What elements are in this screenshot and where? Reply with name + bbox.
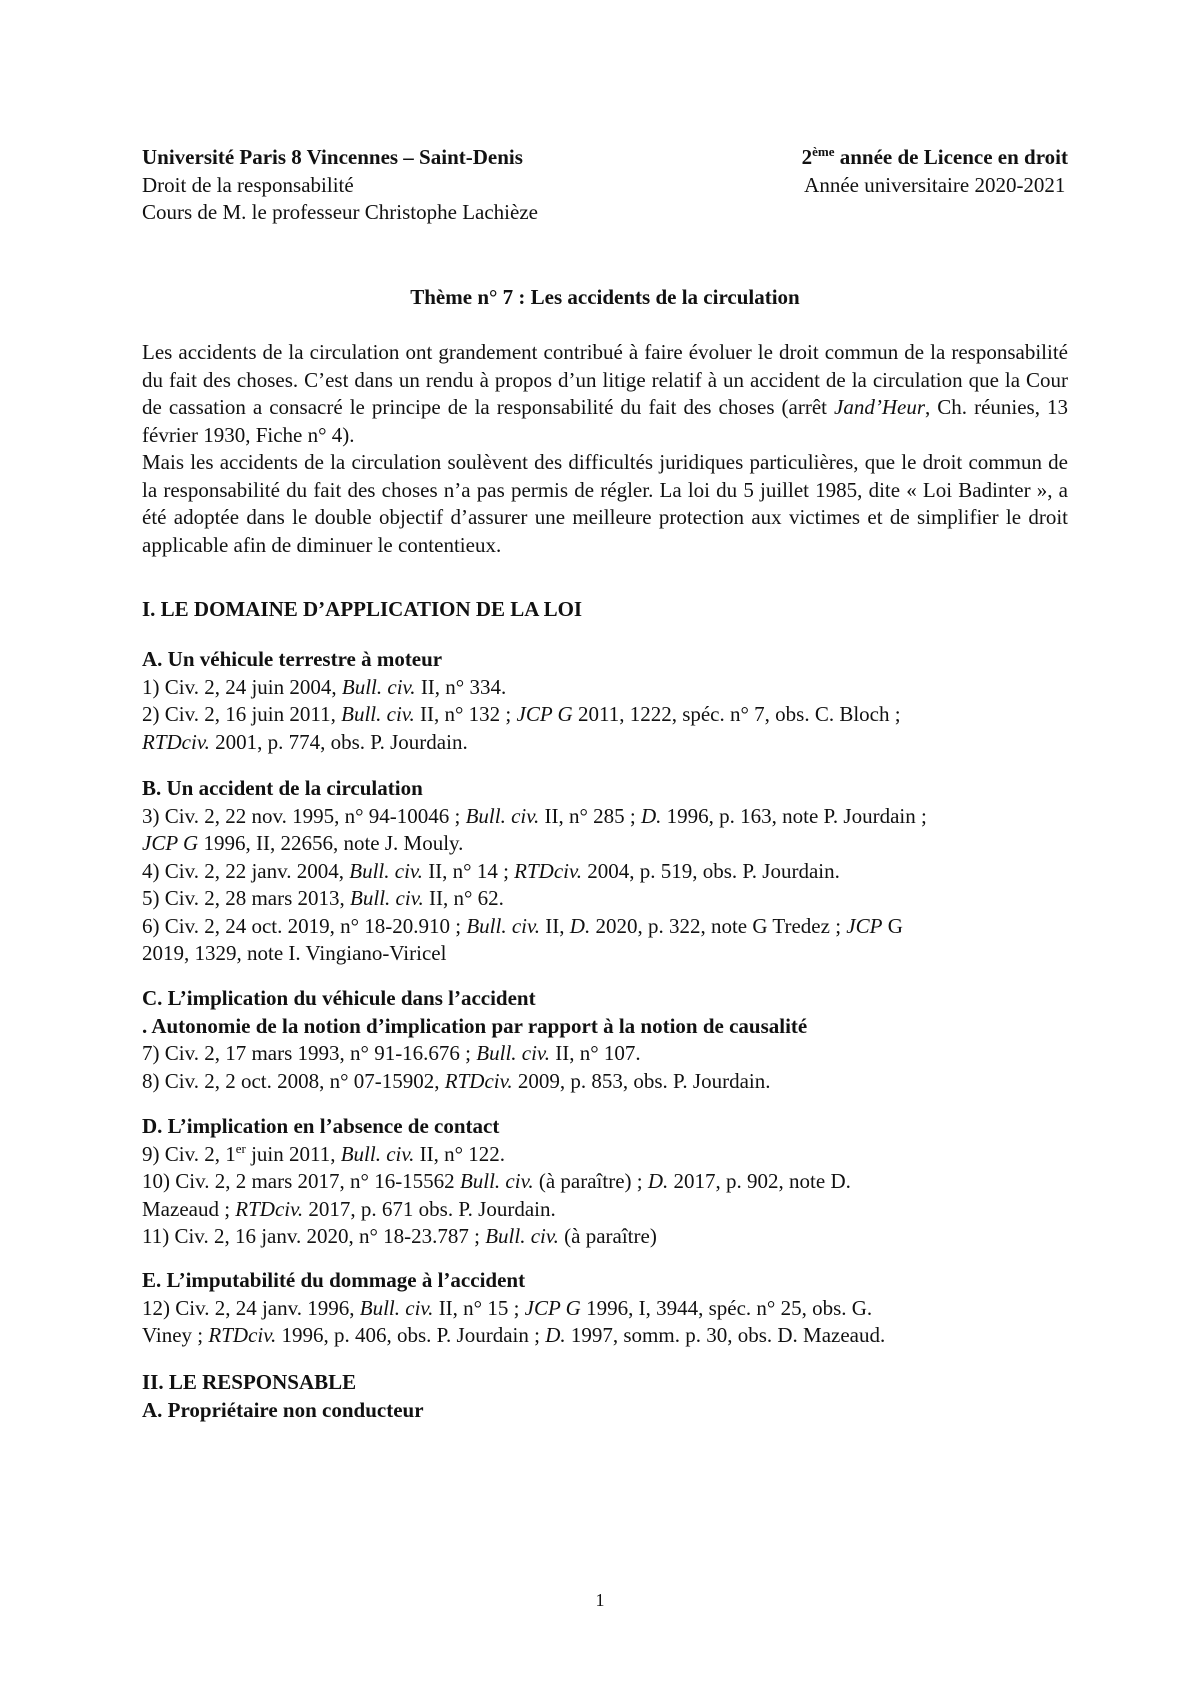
ref-text: (à paraître) ; bbox=[533, 1169, 648, 1193]
subsection-d bbox=[142, 1113, 1068, 1251]
header-right bbox=[802, 144, 1068, 199]
ref-text: (à paraître) bbox=[558, 1224, 657, 1248]
subsection-b bbox=[142, 775, 1068, 968]
ref-text: 4) Civ. 2, 22 janv. 2004, bbox=[142, 858, 350, 883]
subsection-heading: B. Un accident de la circulation bbox=[142, 776, 423, 800]
licence-year bbox=[802, 144, 1068, 172]
ref-italic: Bull. civ. bbox=[476, 1041, 550, 1065]
ref-text: II, n° 122. bbox=[414, 1141, 506, 1166]
ref-text: 10) Civ. 2, 2 mars 2017, n° 16-15562 bbox=[142, 1169, 460, 1193]
ref-text: G bbox=[882, 913, 903, 938]
year-sup: ème bbox=[812, 144, 835, 159]
ref-text: Viney ; bbox=[142, 1323, 209, 1347]
ref-italic: Bull. civ. bbox=[350, 886, 424, 910]
ref-text: II, n° 132 ; bbox=[414, 702, 517, 726]
ref-text: 1) Civ. 2, 24 juin 2004, bbox=[142, 674, 342, 699]
university-name: Université Paris 8 Vincennes – Saint-Denis bbox=[142, 145, 523, 169]
ref-text: 2004, p. 519, obs. P. Jourdain. bbox=[582, 858, 840, 883]
list-item bbox=[142, 701, 1068, 756]
ref-text: 7) Civ. 2, 17 mars 1993, n° 91-16.676 ; bbox=[142, 1041, 477, 1065]
section-heading: I. LE DOMAINE D’APPLICATION DE LA LOI bbox=[142, 597, 583, 621]
professor-name: Cours de M. le professeur Christophe Lachièze bbox=[142, 200, 538, 224]
list-item bbox=[142, 1223, 1068, 1251]
ref-text: 2017, p. 671 obs. P. Jourdain. bbox=[303, 1196, 556, 1221]
intro-text: Les accidents de la circulation ont grandement contribué à faire évoluer le droit commun de la responsabilité du fait des choses. C’est dans un rendu à propos d’un litige relatif à un accident de la circulation que la Cour de cassation a consacré le principe de la responsabilité du fait des choses (arrêt bbox=[142, 340, 1068, 419]
list-item bbox=[142, 1068, 1068, 1096]
ref-italic: RTDciv. bbox=[142, 729, 210, 754]
ref-italic: RTDciv. bbox=[235, 1196, 304, 1221]
ref-text: II, n° 285 ; bbox=[539, 803, 641, 828]
ref-italic: RTDciv. bbox=[208, 1323, 277, 1347]
part1-title bbox=[142, 596, 1068, 624]
ref-italic: D. bbox=[569, 913, 591, 938]
ref-text: 2001, p. 774, obs. P. Jourdain. bbox=[209, 729, 468, 754]
ref-text: 2009, p. 853, obs. P. Jourdain. bbox=[512, 1068, 771, 1093]
page-number: 1 bbox=[595, 1590, 605, 1610]
ref-sup: er bbox=[235, 1140, 246, 1156]
subsection-c bbox=[142, 985, 1068, 1095]
ref-italic: Bull. civ. bbox=[340, 1141, 415, 1166]
subsection-heading: C. L’implication du véhicule dans l’accident bbox=[142, 986, 536, 1010]
ref-italic: RTDciv. bbox=[514, 858, 582, 883]
year-suffix: année de Licence en droit bbox=[834, 145, 1068, 169]
ref-italic: D. bbox=[647, 1169, 669, 1193]
part2 bbox=[142, 1369, 1068, 1424]
ref-text: 9) Civ. 2, 1 bbox=[142, 1141, 236, 1166]
ref-text: II, n° 15 ; bbox=[433, 1295, 525, 1320]
list-item bbox=[142, 858, 1068, 886]
ref-italic: RTDciv. bbox=[444, 1068, 513, 1093]
ref-text: II, n° 107. bbox=[549, 1041, 641, 1065]
ref-italic: Bull. civ. bbox=[465, 803, 540, 828]
subsection-heading: A. Un véhicule terrestre à moteur bbox=[142, 647, 443, 671]
section-heading: II. LE RESPONSABLE bbox=[142, 1370, 357, 1394]
ref-italic: JCP G bbox=[142, 831, 199, 855]
list-item bbox=[142, 803, 1068, 858]
ref-text: 1997, somm. p. 30, obs. D. Mazeaud. bbox=[565, 1323, 886, 1347]
ref-italic: JCP G bbox=[516, 702, 573, 726]
subsection-heading: E. L’imputabilité du dommage à l’accident bbox=[142, 1268, 526, 1292]
ref-text: 1996, I, 3944, spéc. n° 25, obs. G. bbox=[580, 1295, 873, 1320]
list-item bbox=[142, 1295, 1068, 1350]
subsection-subheading: . Autonomie de la notion d’implication par rapport à la notion de causalité bbox=[142, 1013, 808, 1038]
case-name: Jand’Heur bbox=[834, 395, 925, 419]
ref-text: 2019, 1329, note I. Vingiano-Viricel bbox=[142, 941, 447, 965]
list-item bbox=[142, 913, 1068, 968]
list-item bbox=[142, 674, 1068, 702]
ref-text: II, bbox=[540, 913, 570, 938]
ref-text: 1996, II, 22656, note J. Mouly. bbox=[198, 831, 464, 855]
ref-text: II, n° 62. bbox=[423, 886, 504, 910]
year-prefix: 2 bbox=[801, 145, 813, 169]
subsection-a bbox=[142, 646, 1068, 756]
ref-text: 2017, p. 902, note D. bbox=[668, 1169, 851, 1193]
ref-italic: JCP G bbox=[524, 1295, 581, 1320]
intro-text: , Ch. réunies, 13 février 1930, Fiche n° 4). bbox=[142, 395, 1068, 447]
theme-title: Thème n° 7 : Les accidents de la circulation bbox=[410, 285, 800, 309]
ref-text: 11) Civ. 2, 16 janv. 2020, n° 18-23.787 ; bbox=[142, 1224, 486, 1248]
header-left bbox=[142, 144, 538, 227]
ref-text: 1996, p. 406, obs. P. Jourdain ; bbox=[276, 1323, 546, 1347]
subsection-heading: D. L’implication en l’absence de contact bbox=[142, 1114, 500, 1138]
list-item bbox=[142, 1168, 1068, 1223]
ref-text: 2011, 1222, spéc. n° 7, obs. C. Bloch ; bbox=[572, 702, 901, 726]
intro-paragraph-2: Mais les accidents de la circulation soulèvent des difficultés juridiques particulières, que le droit commun de la responsabilité du fait des choses n’a pas permis de régler. La loi du 5 juillet 1985, dite « Loi Badinter », a été adoptée dans le double objectif d’assurer une meilleure protection aux victimes et de simplifier le droit applicable afin de diminuer le contentieux. bbox=[142, 450, 1068, 557]
intro-paragraph-1 bbox=[142, 339, 1068, 449]
ref-text: 2020, p. 322, note G Tredez ; bbox=[590, 913, 847, 938]
ref-text: Mazeaud ; bbox=[142, 1196, 236, 1221]
ref-italic: Bull. civ. bbox=[466, 913, 541, 938]
ref-italic: Bull. civ. bbox=[359, 1295, 434, 1320]
ref-text: 12) Civ. 2, 24 janv. 1996, bbox=[142, 1295, 360, 1320]
academic-year: Année universitaire 2020-2021 bbox=[804, 172, 1066, 197]
ref-italic: JCP bbox=[846, 913, 883, 938]
ref-italic: Bull. civ. bbox=[485, 1224, 559, 1248]
ref-text: 1996, p. 163, note P. Jourdain ; bbox=[661, 803, 927, 828]
ref-text: II, n° 334. bbox=[415, 674, 507, 699]
ref-text: juin 2011, bbox=[245, 1141, 341, 1166]
list-item bbox=[142, 1040, 1068, 1068]
ref-text: 8) Civ. 2, 2 oct. 2008, n° 07-15902, bbox=[142, 1068, 445, 1093]
ref-italic: D. bbox=[545, 1323, 566, 1347]
list-item bbox=[142, 1141, 1068, 1169]
ref-text: 2) Civ. 2, 16 juin 2011, bbox=[142, 702, 342, 726]
subsection-e bbox=[142, 1267, 1068, 1350]
ref-text: 5) Civ. 2, 28 mars 2013, bbox=[142, 886, 351, 910]
ref-text: II, n° 14 ; bbox=[422, 858, 515, 883]
ref-text: 3) Civ. 2, 22 nov. 1995, n° 94-10046 ; bbox=[142, 803, 466, 828]
ref-italic: Bull. civ. bbox=[341, 674, 416, 699]
course-name: Droit de la responsabilité bbox=[142, 172, 354, 197]
ref-text: 6) Civ. 2, 24 oct. 2019, n° 18-20.910 ; bbox=[142, 913, 467, 938]
intro bbox=[142, 339, 1068, 559]
list-item bbox=[142, 885, 1068, 913]
ref-italic: Bull. civ. bbox=[341, 702, 415, 726]
ref-italic: Bull. civ. bbox=[459, 1169, 534, 1193]
subsection-heading: A. Propriétaire non conducteur bbox=[142, 1397, 424, 1422]
ref-italic: D. bbox=[640, 803, 662, 828]
ref-italic: Bull. civ. bbox=[349, 858, 423, 883]
